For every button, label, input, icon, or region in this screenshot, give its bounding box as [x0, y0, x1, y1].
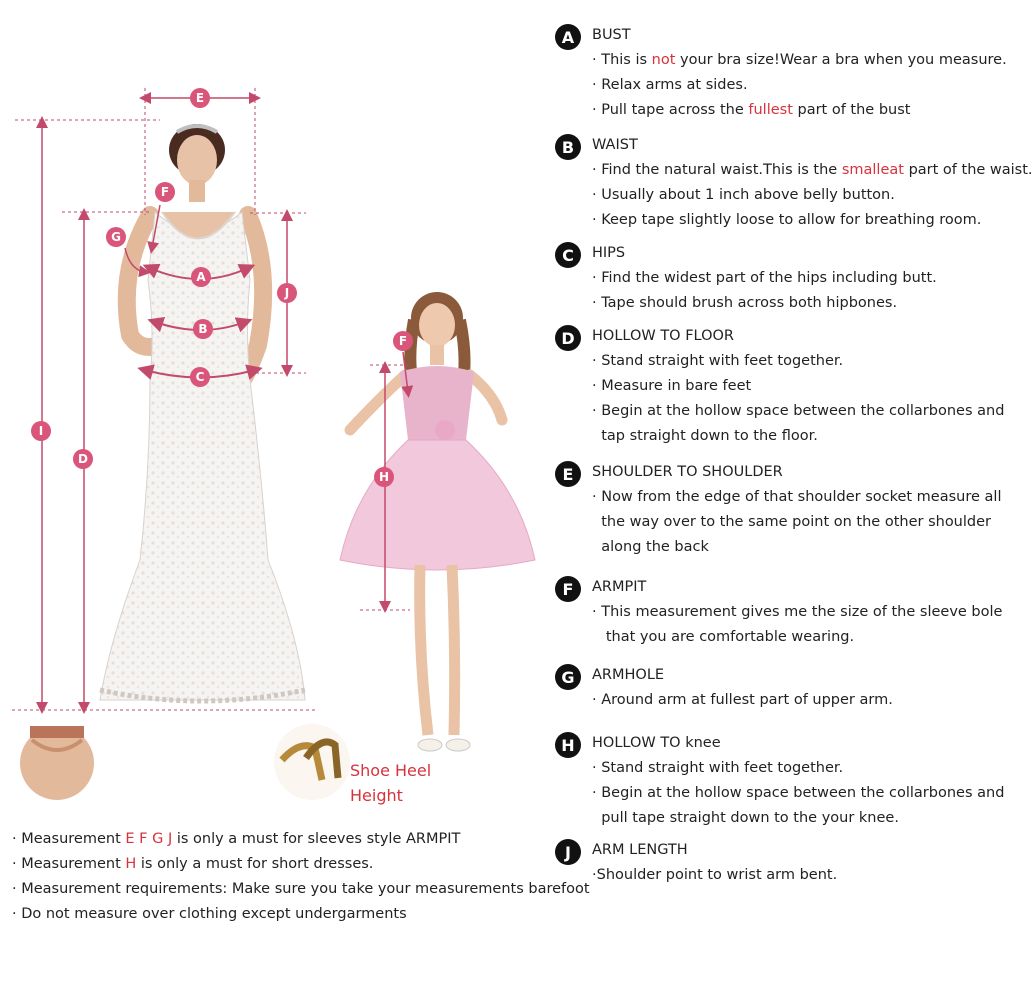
label-b: B	[193, 319, 213, 339]
label-d: D	[73, 449, 93, 469]
legend-line	[592, 760, 843, 776]
text-segment: · Keep tape slightly loose to allow for breathing room.	[592, 212, 982, 228]
legend-title: HOLLOW TO FLOOR	[592, 328, 734, 344]
legend-line	[592, 378, 751, 394]
short-dress-figure	[340, 292, 535, 751]
note-line	[12, 856, 373, 872]
text-segment: · Now from the edge of that shoulder socket measure all	[592, 489, 1002, 505]
legend-line	[592, 604, 1002, 620]
label-e: E	[190, 88, 210, 108]
text-segment: part of the waist.	[903, 162, 1033, 178]
text-segment: · Around arm at fullest part of upper arm.	[592, 692, 893, 708]
legend-line	[592, 489, 1001, 505]
figure-illustration	[0, 0, 550, 830]
legend-line	[592, 692, 893, 708]
text-segment: · This is	[592, 52, 652, 68]
label-c: C	[190, 367, 210, 387]
label-j: J	[277, 283, 297, 303]
text-segment: is only a must for short dresses.	[136, 856, 374, 872]
legend-line	[592, 785, 1004, 801]
legend-line	[592, 810, 899, 826]
highlight-text: not	[651, 52, 676, 68]
legend-line	[592, 212, 981, 228]
highlight-text: H	[125, 856, 137, 872]
text-segment: is only a must for sleeves style ARMPIT	[172, 831, 461, 847]
highlight-text: smalleat	[841, 162, 904, 178]
text-segment: tap straight down to the floor.	[592, 428, 818, 444]
text-segment: · Measurement requirements: Make sure you take your measurements barefoot	[12, 881, 590, 897]
legend-title: SHOULDER TO SHOULDER	[592, 464, 783, 480]
legend-badge: J	[555, 839, 581, 865]
legend-title: BUST	[592, 27, 631, 43]
legend-line	[592, 867, 837, 883]
note-line	[12, 881, 590, 897]
highlight-text: fullest	[748, 102, 793, 118]
text-segment: the way over to the same point on the other shoulder	[592, 514, 991, 530]
text-segment: · Measure in bare feet	[592, 378, 752, 394]
collarbone-inset	[20, 726, 94, 800]
highlight-text: E F G J	[125, 831, 173, 847]
text-segment: · Pull tape across the	[592, 102, 749, 118]
legend-line	[592, 162, 1033, 178]
text-segment: · Begin at the hollow space between the collarbones and	[592, 785, 1005, 801]
text-segment: · Usually about 1 inch above belly button.	[592, 187, 895, 203]
legend-badge: H	[555, 732, 581, 758]
shoe-heel-label: Shoe Heel	[350, 761, 432, 780]
legend-badge: C	[555, 242, 581, 268]
legend-line	[592, 270, 937, 286]
legend-badge: E	[555, 461, 581, 487]
legend-line	[592, 52, 1007, 68]
label-a: A	[191, 267, 211, 287]
legend-badge: D	[555, 325, 581, 351]
legend-badge: B	[555, 134, 581, 160]
legend-line	[592, 187, 895, 203]
text-segment: your bra size!Wear a bra when you measure.	[675, 52, 1007, 68]
note-line	[12, 831, 460, 847]
legend-title: ARM LENGTH	[592, 842, 688, 858]
label-f-bride: F	[155, 182, 175, 202]
text-segment: · Do not measure over clothing except undergarments	[12, 906, 407, 922]
text-segment: · Stand straight with feet together.	[592, 760, 844, 776]
text-segment: that you are comfortable wearing.	[592, 629, 855, 645]
legend-title: HIPS	[592, 245, 626, 261]
legend-line	[592, 539, 709, 555]
shoe-height-label: Height	[350, 786, 403, 805]
legend-title: ARMPIT	[592, 579, 647, 595]
legend-line	[592, 629, 854, 645]
text-segment: · Measurement	[12, 856, 126, 872]
text-segment: · Tape should brush across both hipbones.	[592, 295, 898, 311]
text-segment: · Measurement	[12, 831, 126, 847]
text-segment: · Stand straight with feet together.	[592, 353, 844, 369]
legend-title: HOLLOW TO knee	[592, 735, 721, 751]
text-segment: ·Shoulder point to wrist arm bent.	[592, 867, 838, 883]
text-segment: pull tape straight down to the your knee.	[592, 810, 899, 826]
legend-line	[592, 403, 1004, 419]
text-segment: part of the bust	[792, 102, 911, 118]
text-segment: · Find the widest part of the hips including butt.	[592, 270, 937, 286]
legend-line	[592, 295, 897, 311]
measurement-figure	[0, 0, 550, 830]
legend-title: ARMHOLE	[592, 667, 665, 683]
legend-line	[592, 428, 818, 444]
shoe-inset	[274, 724, 350, 800]
text-segment: · This measurement gives me the size of the sleeve bole	[592, 604, 1003, 620]
text-segment: · Relax arms at sides.	[592, 77, 748, 93]
legend-line	[592, 514, 991, 530]
note-line	[12, 906, 407, 922]
legend-line	[592, 77, 748, 93]
legend-line	[592, 102, 910, 118]
legend-title: WAIST	[592, 137, 638, 153]
label-g: G	[106, 227, 126, 247]
legend-badge: G	[555, 664, 581, 690]
text-segment: · Find the natural waist.This is the	[592, 162, 842, 178]
label-h: H	[374, 467, 394, 487]
text-segment: · Begin at the hollow space between the collarbones and	[592, 403, 1005, 419]
bride-figure	[100, 124, 305, 701]
text-segment: along the back	[592, 539, 709, 555]
label-f-short: F	[393, 331, 413, 351]
legend-badge: A	[555, 24, 581, 50]
legend-badge: F	[555, 576, 581, 602]
label-i: I	[31, 421, 51, 441]
legend-line	[592, 353, 843, 369]
